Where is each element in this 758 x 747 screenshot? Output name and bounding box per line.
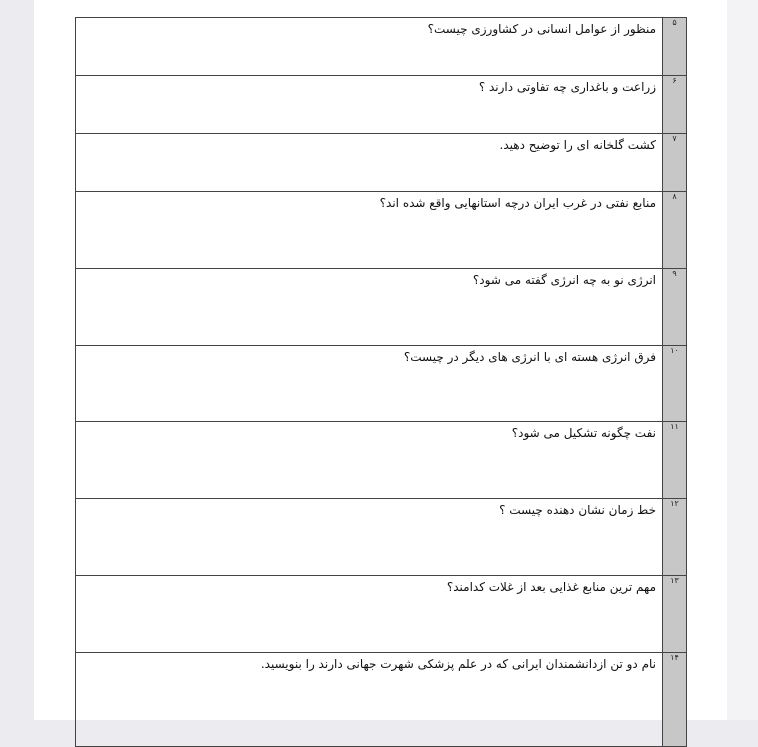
question-number: ۱۳: [663, 576, 687, 653]
question-row: [76, 269, 687, 346]
question-number: ۵: [663, 18, 687, 76]
question-text: مهم ترین منابع غذایی بعد از غلات کدامند؟: [76, 576, 663, 653]
question-number: ۱۲: [663, 499, 687, 576]
question-row: [76, 76, 687, 134]
side-margin: [727, 0, 758, 720]
question-number: ۱۱: [663, 422, 687, 499]
question-text: کشت گلخانه ای را توضیح دهید.: [76, 134, 663, 192]
question-text: منابع نفتی در غرب ایران درچه استانهایی واقع شده اند؟: [76, 192, 663, 269]
question-number: ۹: [663, 269, 687, 346]
question-row: [76, 18, 687, 76]
question-text: نام دو تن ازدانشمندان ایرانی که در علم پزشکی شهرت جهانی دارند را بنویسید.: [76, 653, 663, 747]
questions-table: [75, 17, 687, 747]
question-text: نفت چگونه تشکیل می شود؟: [76, 422, 663, 499]
question-text: خط زمان نشان دهنده چیست ؟: [76, 499, 663, 576]
question-text: زراعت و باغداری چه تفاوتی دارند ؟: [76, 76, 663, 134]
question-text: انرژی نو به چه انرژی گفته می شود؟: [76, 269, 663, 346]
question-row: [76, 653, 687, 747]
question-number: ۶: [663, 76, 687, 134]
question-number: ۱۴: [663, 653, 687, 747]
question-row: [76, 422, 687, 499]
question-number: ۸: [663, 192, 687, 269]
question-row: [76, 346, 687, 422]
question-text: منظور از عوامل انسانی در کشاورزی چیست؟: [76, 18, 663, 76]
question-number: ۱۰: [663, 346, 687, 422]
question-row: [76, 134, 687, 192]
question-row: [76, 576, 687, 653]
question-row: [76, 192, 687, 269]
question-number: ۷: [663, 134, 687, 192]
question-row: [76, 499, 687, 576]
question-text: فرق انرژی هسته ای با انرژی های دیگر در چیست؟: [76, 346, 663, 422]
